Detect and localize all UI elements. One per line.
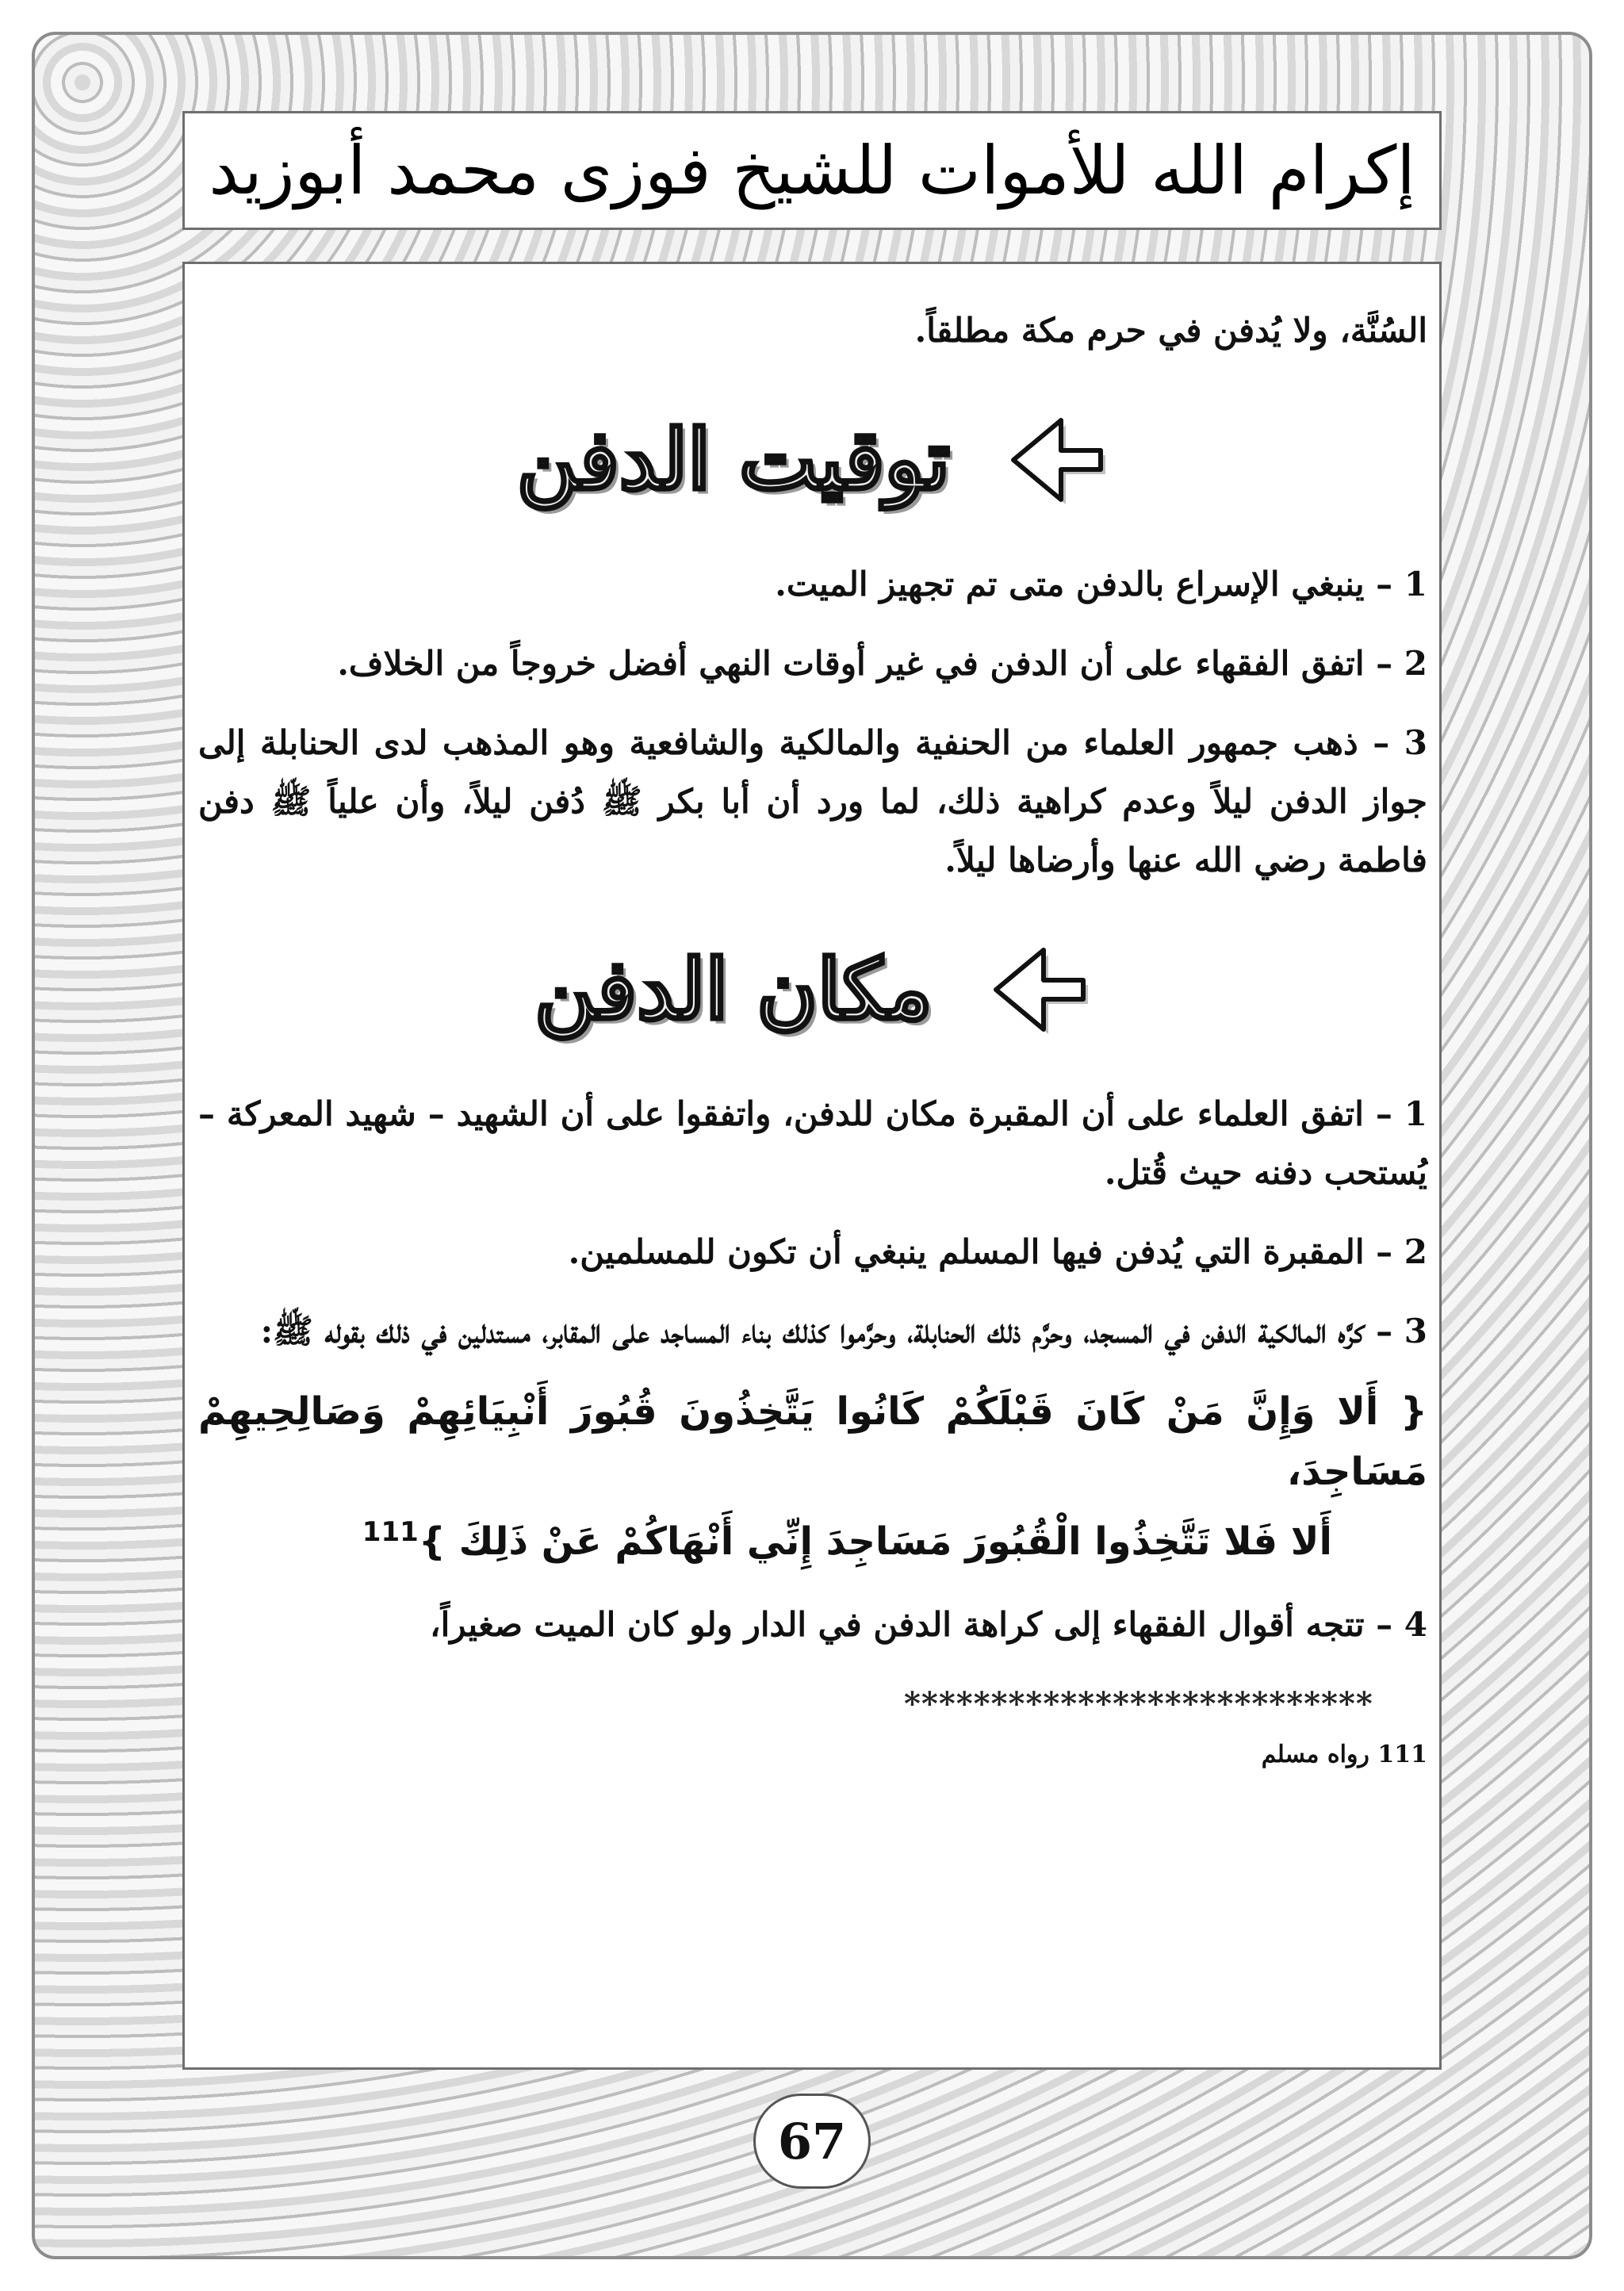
- item-text: – تتجه أقوال الفقهاء إلى كراهة الدفن في الدار ولو كان الميت صغيراً،: [430, 1605, 1393, 1644]
- item-number: 2: [1404, 1232, 1427, 1271]
- page-number-box: [753, 2094, 871, 2189]
- item-number: 1: [1404, 565, 1427, 603]
- item-text: – اتفق العلماء على أن المقبرة مكان للدفن، واتفقوا على أن الشهيد – شهيد المعركة – يُستحب دفنه حيث قُتل.: [198, 1094, 1427, 1192]
- section-heading-burial-place: [198, 910, 1427, 1069]
- section-title: مكان الدفن: [534, 941, 933, 1038]
- section-title: توقيت الدفن: [516, 411, 951, 508]
- section-heading-burial-timing: [198, 381, 1427, 539]
- item-text: – كرَّه المالكية الدفن في المسجد، وحرَّم ذلك الحنابلة، وحرَّموا كذلك بناء المساجد على المقابر، مستدلين في ذلك بقوله ﷺ:: [260, 1312, 1393, 1350]
- list-item: [198, 1223, 1427, 1282]
- page-number: 67: [777, 2112, 847, 2170]
- item-number: 3: [1404, 1312, 1427, 1350]
- item-text: – ذهب جمهور العلماء من الحنفية والمالكية والشافعية وهو المذهب لدى الحنابلة إلى جواز الدفن ليلاً وعدم كراهية ذلك، لما ورد أن أبا بكر ﷺ دُفن ليلاً، وأن علياً ﷺ دفن فاطمة رضي الله عنها وأرضاها ليلاً.: [198, 723, 1427, 879]
- item-text: – اتفق الفقهاء على أن الدفن في غير أوقات النهي أفضل خروجاً من الخلاف.: [337, 644, 1393, 683]
- list-item: [198, 1596, 1427, 1654]
- arrow-icon: [988, 942, 1091, 1037]
- item-number: 4: [1404, 1605, 1427, 1644]
- content: [198, 301, 1427, 1773]
- quote-line-1: { أَلا وَإِنَّ مَنْ كَانَ قَبْلَكُمْ كَانُوا يَتَّخِذُونَ قُبُورَ أَنْبِيَائِهِمْ وَصَالِحِيهِمْ مَسَاجِدَ،: [198, 1389, 1427, 1494]
- header-title: إكرام الله للأموات للشيخ فوزى محمد أبوزيد: [209, 132, 1415, 209]
- arrow-icon: [1005, 412, 1109, 508]
- footnote: 111 رواه مسلم: [1261, 1741, 1427, 1768]
- quote-line-2-text: أَلا فَلا تَتَّخِذُوا الْقُبُورَ مَسَاجِدَ إِنِّي أَنْهَاكُمْ عَنْ ذَلِكَ }: [418, 1519, 1332, 1564]
- item-number: 2: [1404, 644, 1427, 683]
- list-item: [198, 714, 1427, 890]
- quote-line-2: [198, 1502, 1427, 1572]
- list-item: [198, 1085, 1427, 1202]
- list-item: [198, 634, 1427, 693]
- list-item: [198, 555, 1427, 614]
- item-number: 3: [1404, 723, 1427, 762]
- footnote-ref: 111: [362, 1516, 419, 1548]
- intro-line: السُنَّة، ولا يُدفن في حرم مكة مطلقاً.: [914, 311, 1427, 350]
- footnote-separator: ***************************: [904, 1685, 1373, 1722]
- list-item: [198, 1302, 1427, 1361]
- header-title-band: [182, 111, 1442, 230]
- hadith-quote: [198, 1381, 1427, 1572]
- item-text: – ينبغي الإسراع بالدفن متى تم تجهيز الميت.: [775, 565, 1393, 603]
- item-number: 1: [1404, 1094, 1427, 1133]
- item-text: – المقبرة التي يُدفن فيها المسلم ينبغي أن تكون للمسلمين.: [568, 1232, 1393, 1271]
